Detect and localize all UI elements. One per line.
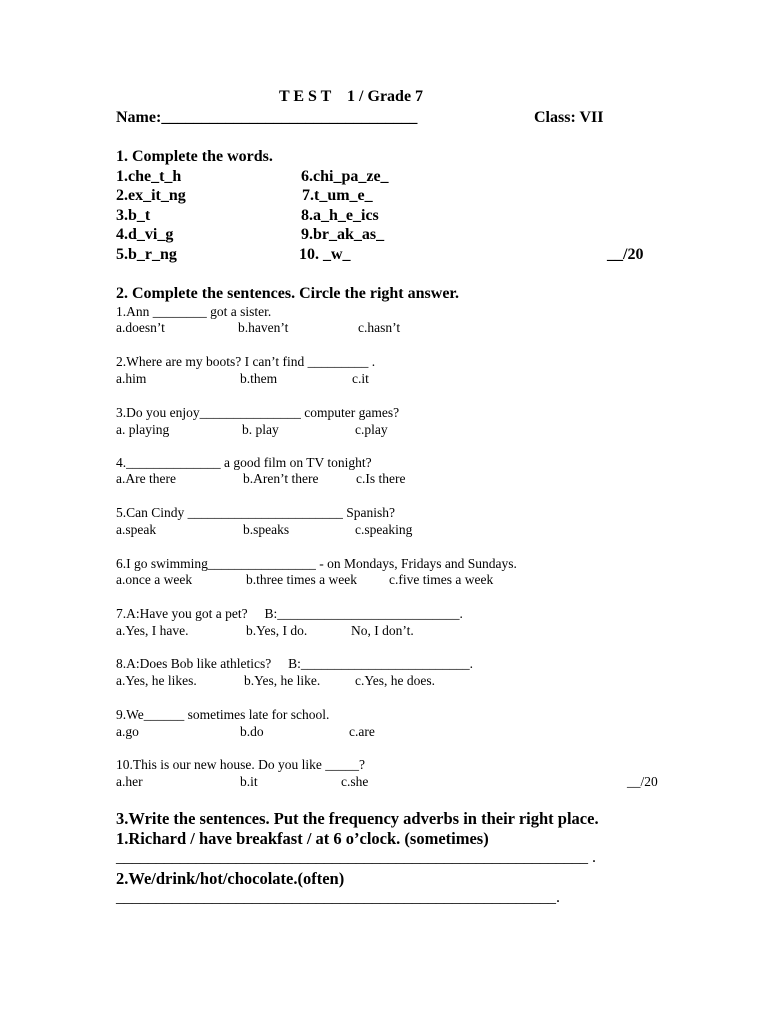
- word-item: 10. _w_: [299, 246, 351, 263]
- question-text: 9.We______ sometimes late for school.: [116, 707, 330, 722]
- option-a[interactable]: a. playing: [116, 422, 170, 437]
- word-item: 5.b_r_ng: [116, 246, 177, 263]
- option-a[interactable]: a.Yes, he likes.: [116, 673, 197, 688]
- answer-line[interactable]: ___________________________________________________________ .: [116, 849, 596, 866]
- question-text: 1.Ann ________ got a sister.: [116, 304, 272, 319]
- option-b[interactable]: b.do: [240, 724, 264, 739]
- option-a[interactable]: a.speak: [116, 522, 157, 537]
- section1-heading: 1. Complete the words.: [116, 148, 273, 165]
- question-text: 2.Where are my boots? I can’t find _________ .: [116, 354, 376, 369]
- option-b[interactable]: b.Yes, he like.: [244, 673, 321, 688]
- option-c[interactable]: c.Is there: [356, 471, 406, 486]
- section3-heading: 3.Write the sentences. Put the frequency adverbs in their right place.: [116, 809, 599, 828]
- exercise-item: 1.Richard / have breakfast / at 6 o’clock. (sometimes): [116, 829, 489, 848]
- exercise-item: 2.We/drink/hot/chocolate.(often): [116, 869, 345, 888]
- option-a[interactable]: a.Yes, I have.: [116, 623, 189, 638]
- option-b[interactable]: b.haven’t: [238, 320, 289, 335]
- option-c[interactable]: c.she: [341, 774, 369, 789]
- class-label: Class: VII: [534, 109, 604, 126]
- section2-score: __/20: [627, 774, 658, 789]
- word-item: 7.t_um_e_: [302, 187, 373, 204]
- word-item: 6.chi_pa_ze_: [301, 168, 389, 185]
- answer-line[interactable]: _______________________________________________________.: [116, 889, 560, 906]
- option-b[interactable]: b.them: [240, 371, 278, 386]
- option-b[interactable]: b.three times a week: [246, 572, 357, 587]
- section2-heading: 2. Complete the sentences. Circle the right answer.: [116, 285, 460, 302]
- option-a[interactable]: a.once a week: [116, 572, 193, 587]
- option-c[interactable]: No, I don’t.: [351, 623, 414, 638]
- option-c[interactable]: c.Yes, he does.: [355, 673, 435, 688]
- option-b[interactable]: b.Aren’t there: [243, 471, 319, 486]
- question-text: 5.Can Cindy _______________________ Spanish?: [116, 505, 395, 520]
- question-text: 4.______________ a good film on TV tonight?: [116, 455, 372, 470]
- option-c[interactable]: c.five times a week: [389, 572, 494, 587]
- question-text: 7.A:Have you got a pet? B:___________________________.: [116, 606, 463, 621]
- word-item: 2.ex_it_ng: [116, 187, 186, 204]
- question-text: 3.Do you enjoy_______________ computer games?: [116, 405, 400, 420]
- option-b[interactable]: b.Yes, I do.: [246, 623, 308, 638]
- option-b[interactable]: b.speaks: [243, 522, 290, 537]
- word-item: 4.d_vi_g: [116, 226, 174, 243]
- option-a[interactable]: a.him: [116, 371, 147, 386]
- word-item: 3.b_t: [116, 207, 151, 224]
- option-c[interactable]: c.hasn’t: [358, 320, 401, 335]
- question-text: 8.A:Does Bob like athletics? B:_________________________.: [116, 656, 473, 671]
- test-title: T E S T 1 / Grade 7: [279, 88, 424, 105]
- section1-score: __/20: [607, 246, 644, 263]
- option-c[interactable]: c.play: [355, 422, 388, 437]
- option-a[interactable]: a.doesn’t: [116, 320, 165, 335]
- word-item: 1.che_t_h: [116, 168, 182, 185]
- option-b[interactable]: b. play: [242, 422, 279, 437]
- word-item: 9.br_ak_as_: [301, 226, 385, 243]
- question-text: 6.I go swimming________________ - on Mondays, Fridays and Sundays.: [116, 556, 517, 571]
- question-text: 10.This is our new house. Do you like _____?: [116, 757, 365, 772]
- option-a[interactable]: a.her: [116, 774, 143, 789]
- option-c[interactable]: c.are: [349, 724, 375, 739]
- option-a[interactable]: a.go: [116, 724, 139, 739]
- option-a[interactable]: a.Are there: [116, 471, 176, 486]
- name-field-label: Name:________________________________: [116, 109, 418, 126]
- option-b[interactable]: b.it: [240, 774, 258, 789]
- option-c[interactable]: c.speaking: [355, 522, 413, 537]
- word-item: 8.a_h_e_ics: [301, 207, 379, 224]
- option-c[interactable]: c.it: [352, 371, 369, 386]
